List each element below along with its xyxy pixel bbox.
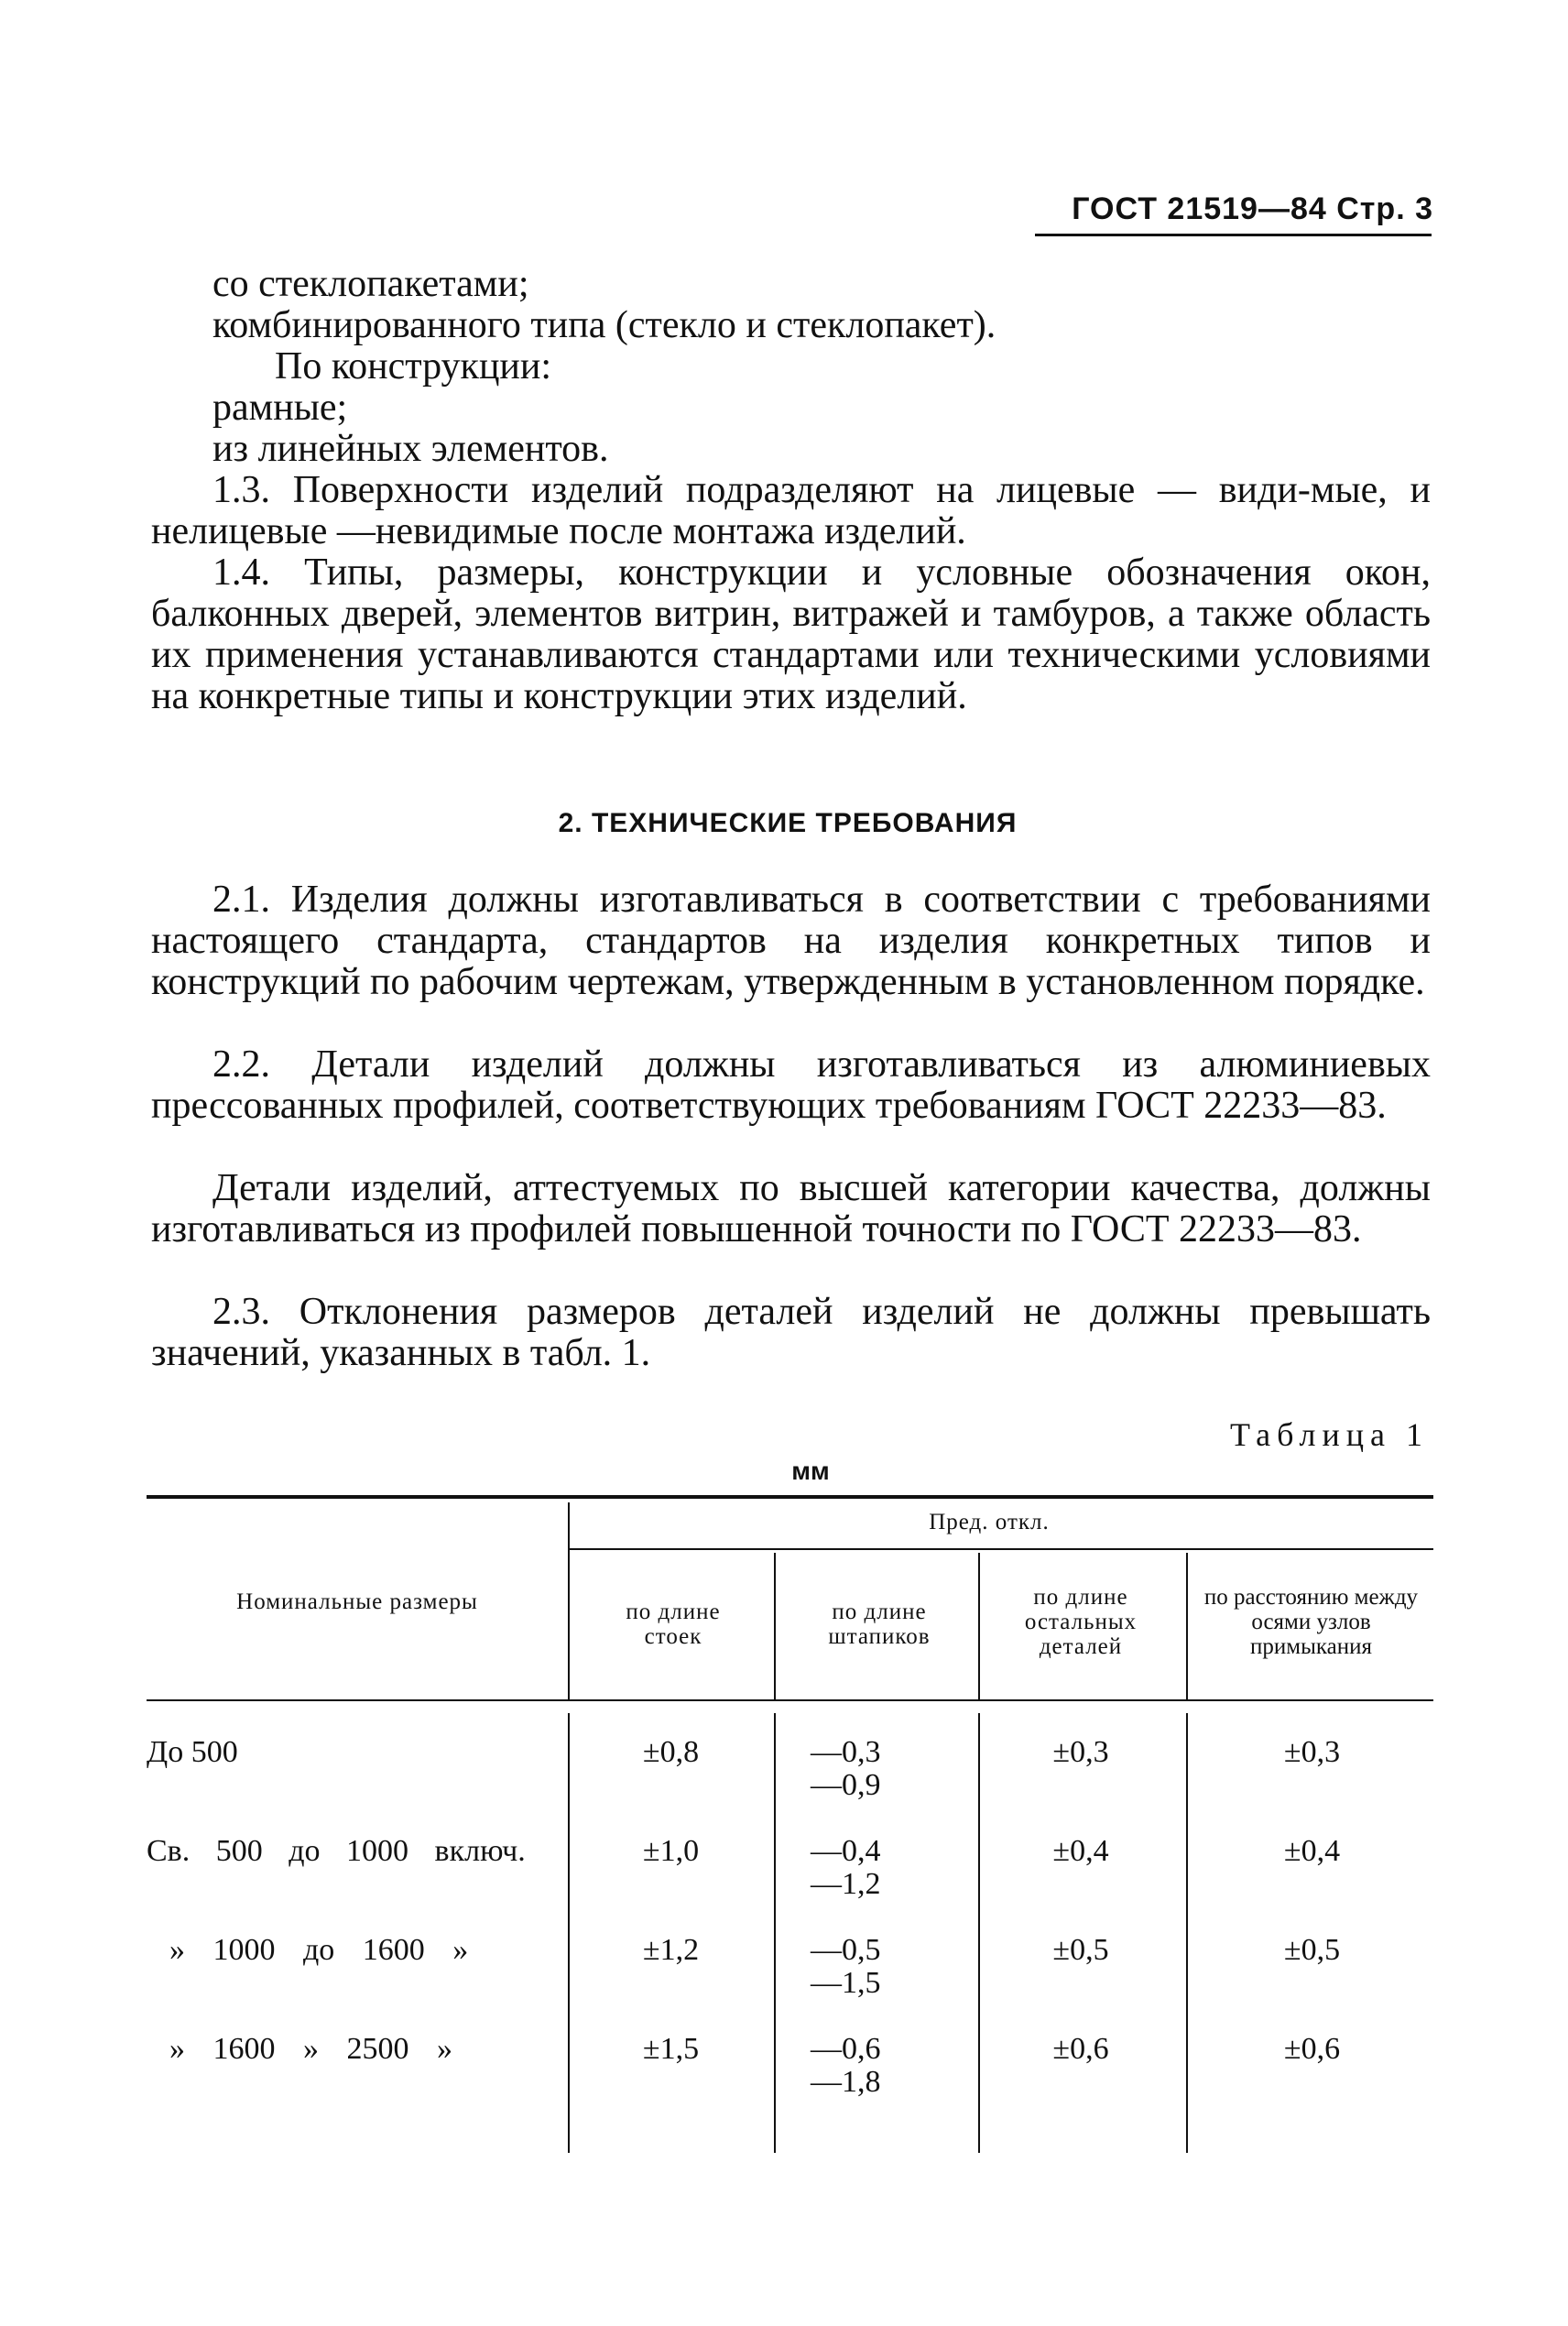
column-divider [568,1713,570,2153]
table-caption: Таблица 1 [1230,1416,1429,1453]
header-rule [1035,234,1432,236]
header-nominal-sizes: Номинальные размеры [236,1589,478,1614]
paragraph: рамные; [212,387,348,429]
paragraph: 1.3. Поверхности изделий подразделяют на лицевые — види-мые, и нелицевые —невидимые после монтажа изделий. [151,469,1431,552]
lower-deviation: —1,2 [811,1867,881,1901]
upper-deviation: —0,6 [811,2032,881,2066]
table-unit: мм [791,1457,830,1485]
column-divider [978,1553,980,1699]
cell-axes: ±0,4 [1283,1834,1341,1868]
paragraph: 2.1. Изделия должны изготавливаться в соответствии с требованиями настоящего стандарта, стандартов на изделия конкретных типов и конструкций по рабочим чертежам, утвержденным в установленном порядке. [151,879,1431,1003]
cell-nominal: » 1000 до 1600 » [169,1933,469,1967]
cell-other: ±0,3 [1052,1735,1109,1769]
lower-deviation: —1,8 [811,2065,881,2099]
header-col-axes: по расстоянию между осями узлов примыкания [1203,1585,1419,1659]
cell-other: ±0,5 [1052,1933,1109,1967]
header-deviations-group: Пред. откл. [929,1510,1050,1534]
cell-axes: ±0,6 [1283,2032,1341,2066]
cell-stoek: ±1,0 [642,1834,700,1868]
lower-deviation: —0,9 [811,1768,881,1802]
cell-nominal: До 500 [147,1735,238,1769]
group-rule [570,1548,1433,1550]
column-divider [774,1713,776,2153]
header-col-other: по длине остальных деталей [1024,1585,1138,1659]
lower-deviation: —1,5 [811,1966,881,2000]
column-divider [774,1553,776,1699]
upper-deviation: —0,4 [811,1834,881,1868]
cell-axes: ±0,5 [1283,1933,1341,1967]
cell-shtapik [811,2033,948,2099]
cell-axes: ±0,3 [1283,1735,1341,1769]
cell-other: ±0,4 [1052,1834,1109,1868]
column-divider [978,1713,980,2153]
section-heading: 2. ТЕХНИЧЕСКИЕ ТРЕБОВАНИЯ [558,808,1018,838]
cell-shtapik [811,1835,948,1901]
column-divider [1186,1713,1188,2153]
cell-shtapik [811,1934,948,2000]
page-header: ГОСТ 21519—84 Стр. 3 [1072,191,1433,226]
paragraph: из линейных элементов. [212,428,609,470]
table-top-rule [147,1495,1433,1499]
cell-other: ±0,6 [1052,2032,1109,2066]
paragraph: 1.4. Типы, размеры, конструкции и условные обозначения окон, балконных дверей, элементов витрин, витражей и тамбуров, а также область их применения устанавливаются стандартами или техническими условиями на конкретные типы и конструкции этих изделий. [151,551,1431,717]
header-col-stoek: по длине стоек [626,1600,721,1649]
paragraph: По конструкции: [275,345,552,388]
cell-stoek: ±0,8 [642,1735,700,1769]
cell-nominal: » 1600 » 2500 » [169,2032,452,2066]
paragraph: со стеклопакетами; [212,263,529,305]
upper-deviation: —0,3 [811,1735,881,1769]
paragraph: Детали изделий, аттестуемых по высшей категории качества, должны изготавливаться из профилей повышенной точности по ГОСТ 22233—83. [151,1167,1431,1250]
paragraph: комбинированного типа (стекло и стеклопакет). [212,304,996,346]
paragraph: 2.3. Отклонения размеров деталей изделий не должны превышать значений, указанных в табл. 1. [151,1291,1431,1374]
column-divider [1186,1553,1188,1699]
upper-deviation: —0,5 [811,1933,881,1967]
cell-stoek: ±1,5 [642,2032,700,2066]
cell-stoek: ±1,2 [642,1933,700,1967]
cell-nominal: Св. 500 до 1000 включ. [147,1834,526,1868]
header-bottom-rule [147,1699,1433,1701]
paragraph: 2.2. Детали изделий должны изготавливаться из алюминиевых прессованных профилей, соответствующих требованиям ГОСТ 22233—83. [151,1043,1431,1127]
cell-shtapik [811,1736,948,1802]
header-col-shtapik: по длине штапиков [828,1600,931,1649]
column-divider [568,1502,570,1699]
